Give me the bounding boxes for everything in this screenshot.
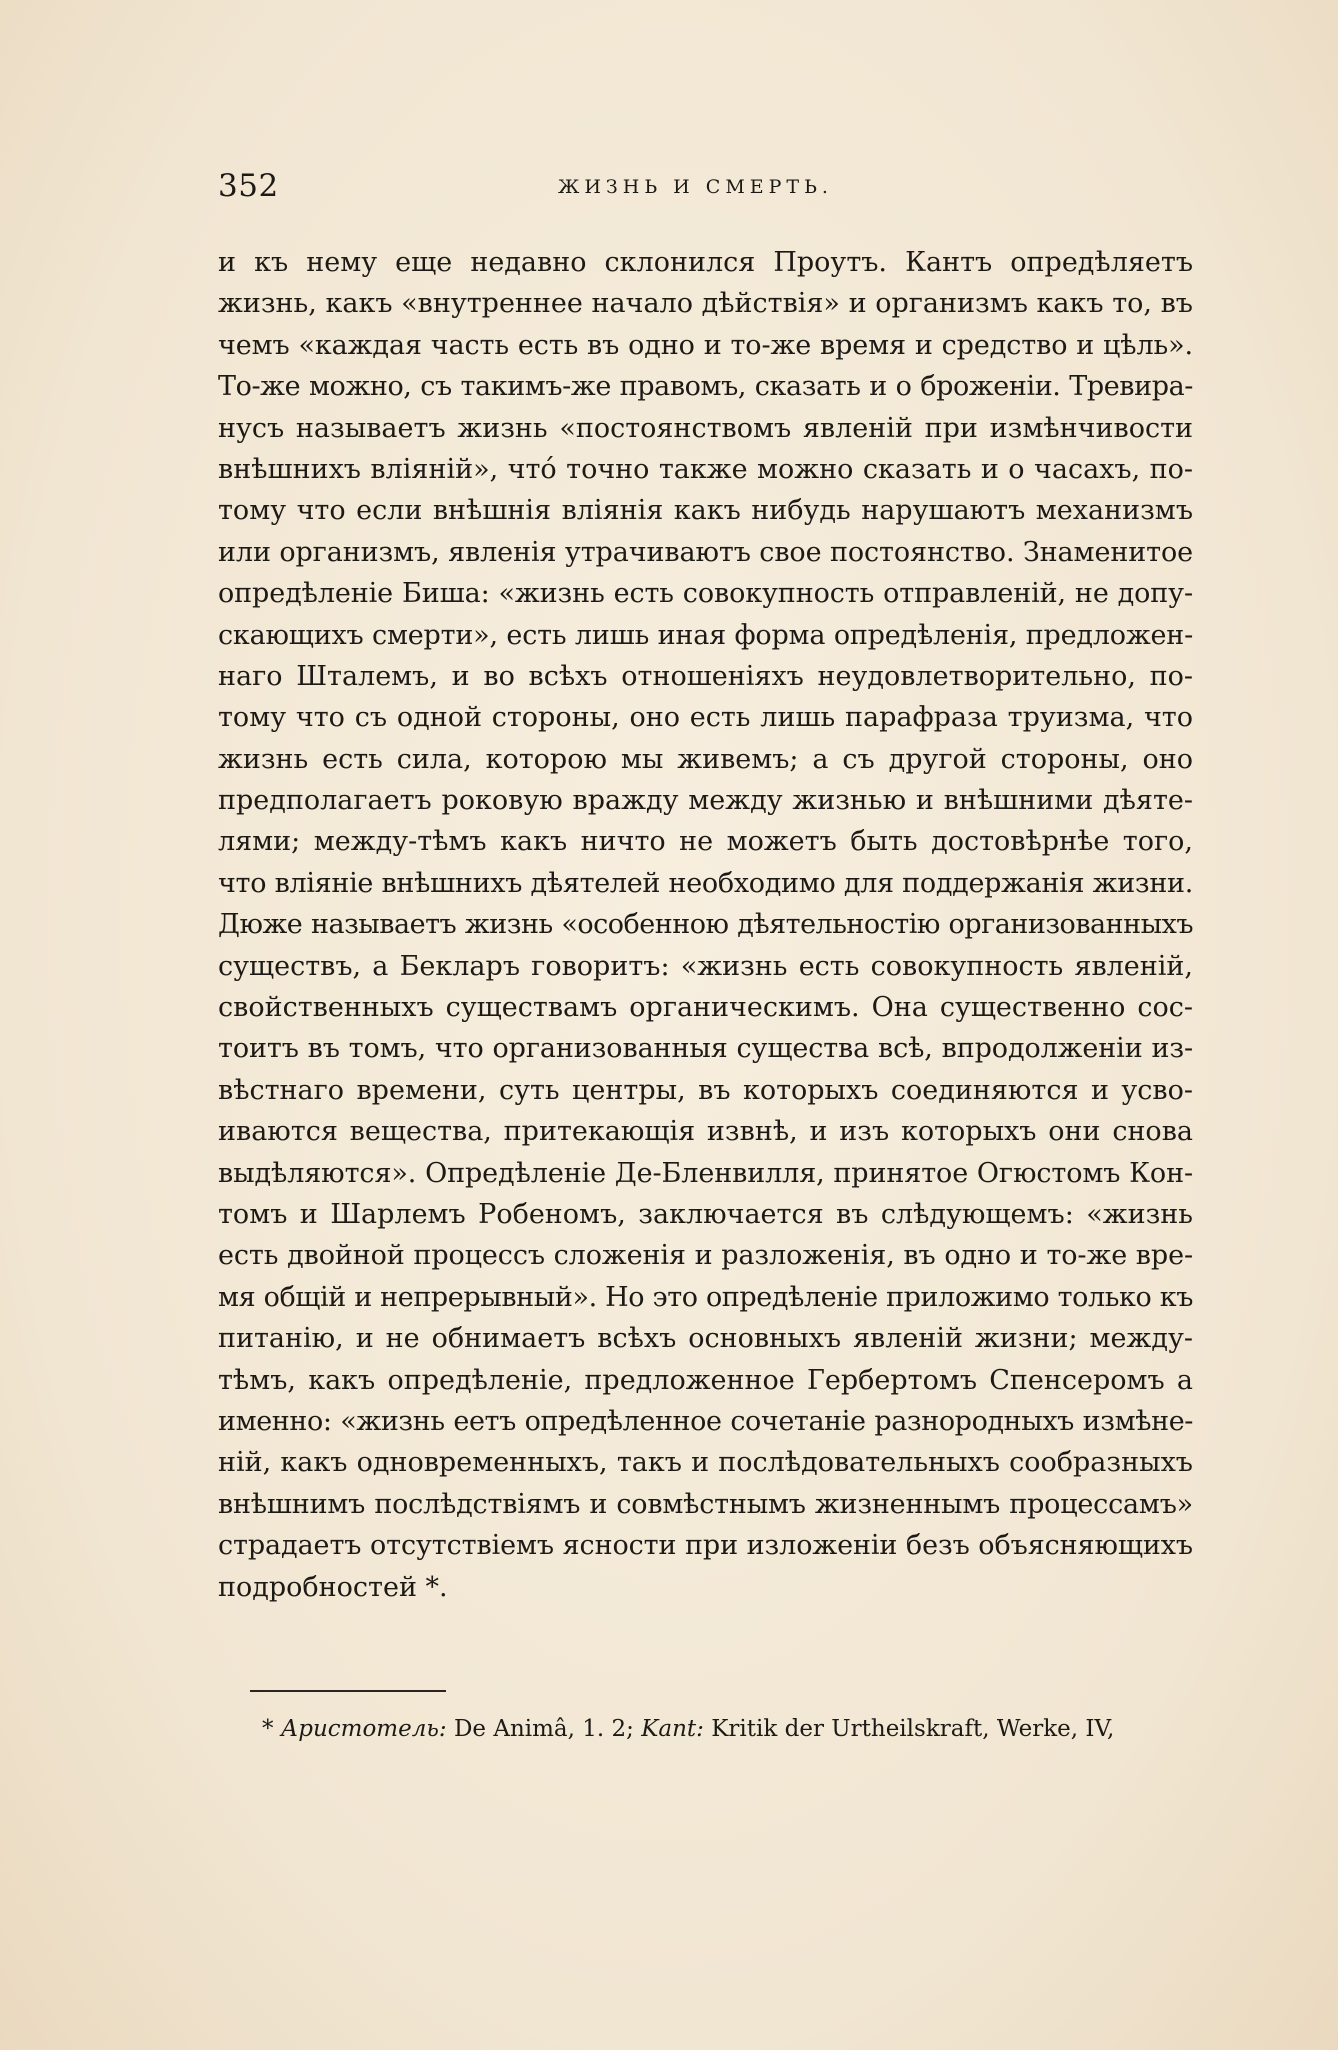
text-line: жизнь, какъ «внутреннее начало дѣйствія» и организмъ какъ то, въ: [218, 288, 1193, 320]
text-line: есть двойной процессъ сложенія и разложенія, въ одно и то-же вре-: [218, 1240, 1193, 1272]
text-line: ній, какъ одновременныхъ, такъ и послѣдовательныхъ сообразныхъ: [218, 1447, 1193, 1479]
page-header: [218, 168, 1193, 208]
text-line: внѣшнимъ послѣдствіямъ и совмѣстнымъ жизненнымъ процессамъ»: [218, 1488, 1193, 1520]
footnote-author-2: Kant:: [641, 1716, 704, 1742]
text-line: мя общій и непрерывный». Но это опредѣленіе приложимо только къ: [218, 1281, 1193, 1313]
footnote-divider: [250, 1690, 446, 1692]
text-line: или организмъ, явленія утрачиваютъ свое постоянство. Знаменитое: [218, 536, 1193, 568]
text-line: питанію, и не обнимаетъ всѣхъ основныхъ явленій жизни; между-: [218, 1323, 1193, 1355]
text-line: То-же можно, съ такимъ-же правомъ, сказать и о броженіи. Тревира-: [218, 371, 1193, 403]
text-line: выдѣляются». Опредѣленіе Де-Бленвилля, принятое Огюстомъ Кон-: [218, 1157, 1193, 1189]
text-line: иваются вещества, притекающія извнѣ, и изъ которыхъ они снова: [218, 1116, 1193, 1148]
body-text: [218, 242, 1193, 1608]
text-line: наго Шталемъ, и во всѣхъ отношеніяхъ неудовлетворительно, по-: [218, 660, 1193, 692]
footnote-citation-2: Kritik der Urtheilskraft, Werke, IV,: [711, 1716, 1115, 1742]
text-line: томъ и Шарлемъ Робеномъ, заключается въ слѣдующемъ: «жизнь: [218, 1198, 1193, 1230]
text-line: и къ нему еще недавно склонился Проутъ. Кантъ опредѣляетъ: [218, 247, 1193, 278]
text-line: опредѣленіе Биша: «жизнь есть совокупность отправленій, не допу-: [218, 578, 1193, 610]
text-line: именно: «жизнь еетъ опредѣленное сочетаніе разнородныхъ измѣне-: [218, 1405, 1193, 1437]
text-line: страдаетъ отсутствіемъ ясности при изложеніи безъ объясняющихъ: [218, 1530, 1193, 1562]
text-line: вѣстнаго времени, суть центры, въ которыхъ соединяются и усво-: [218, 1074, 1193, 1106]
text-line: существъ, а Бекларъ говоритъ: «жизнь есть совокупность явленій,: [218, 950, 1193, 982]
text-line: предполагаетъ роковую вражду между жизнью и внѣшними дѣяте-: [218, 785, 1193, 817]
text-line: тоитъ въ томъ, что организованныя существа всѣ, впродолженіи из-: [218, 1033, 1193, 1065]
footnote-author: Аристотель:: [280, 1716, 447, 1742]
footnote: [262, 1712, 1202, 1746]
text-line: что вліяніе внѣшнихъ дѣятелей необходимо для поддержанія жизни.: [218, 867, 1193, 899]
text-line: подробностей *.: [218, 1571, 448, 1603]
page-number: 352: [218, 168, 279, 204]
footnote-marker: *: [262, 1716, 274, 1742]
text-line: внѣшнихъ вліяній», что́ точно также можно сказать и о часахъ, по-: [218, 453, 1193, 485]
text-line: скающихъ смерти», есть лишь иная форма опредѣленія, предложен-: [218, 619, 1193, 651]
text-line: тому что съ одной стороны, оно есть лишь парафраза труизма, что: [218, 702, 1193, 734]
text-line: лями; между-тѣмъ какъ ничто не можетъ быть достовѣрнѣе того,: [218, 826, 1193, 858]
text-line: тому что если внѣшнія вліянія какъ нибудь нарушаютъ механизмъ: [218, 495, 1193, 527]
text-line: нусъ называетъ жизнь «постоянствомъ явленій при измѣнчивости: [218, 412, 1193, 444]
running-title: ЖИЗНЬ И СМЕРТЬ.: [558, 176, 833, 198]
text-line: жизнь есть сила, которою мы живемъ; а съ другой стороны, оно: [218, 743, 1193, 775]
text-line: тѣмъ, какъ опредѣленіе, предложенное Гербертомъ Спенсеромъ а: [218, 1364, 1193, 1396]
text-line: свойственныхъ существамъ органическимъ. Она существенно сос-: [218, 992, 1193, 1024]
text-line: чемъ «каждая часть есть въ одно и то-же время и средство и цѣль».: [218, 329, 1193, 361]
footnote-citation: De Animâ, 1. 2;: [453, 1716, 634, 1742]
text-line: Дюже называетъ жизнь «особенною дѣятельностію организованныхъ: [218, 909, 1193, 941]
